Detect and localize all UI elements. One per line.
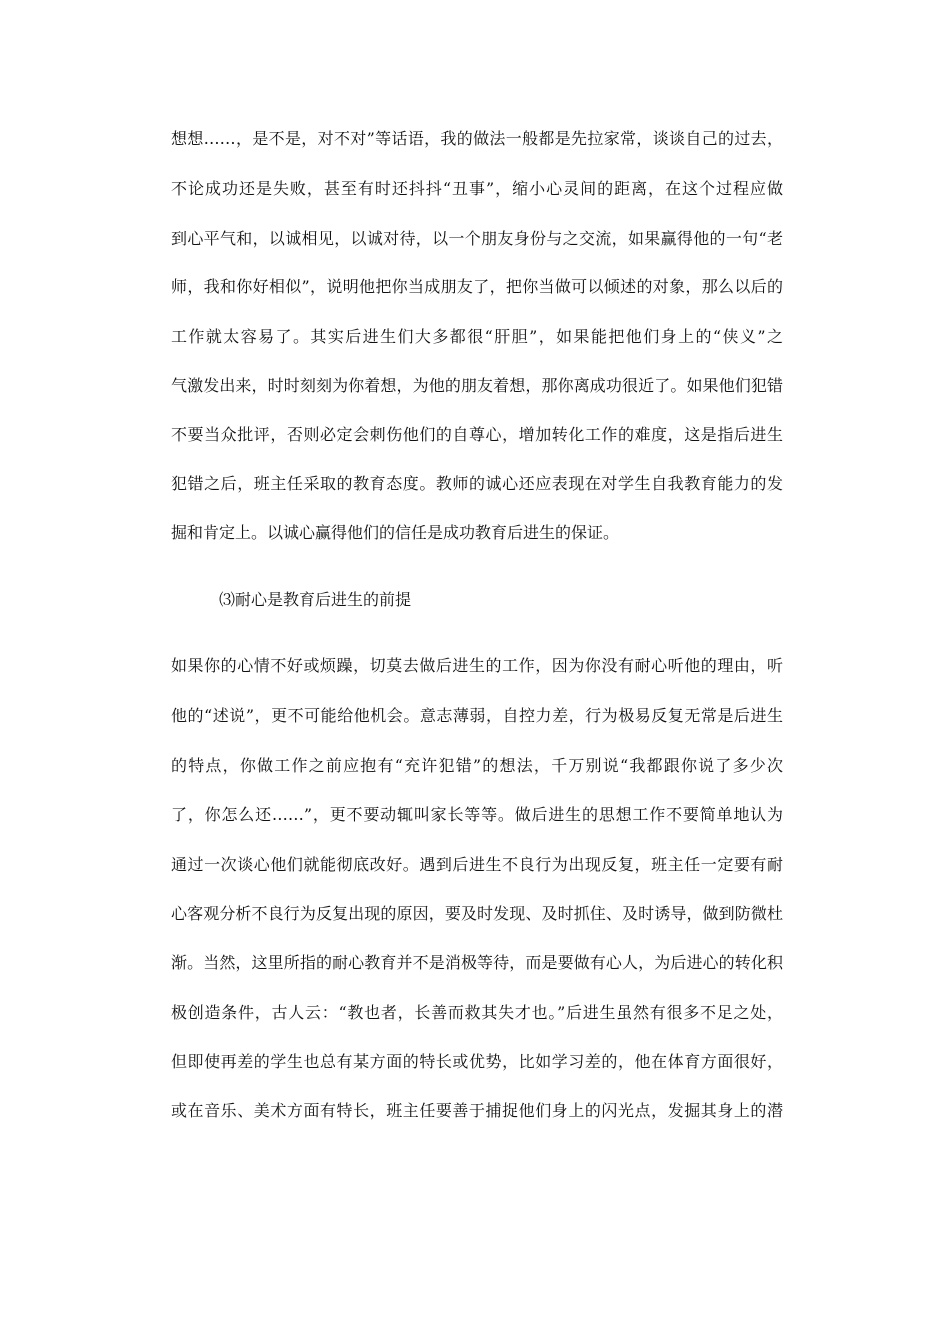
paragraph-1-line-2: 不论成功还是失败，甚至有时还抖抖“丑事”，缩小心灵间的距离，在这个过程应做 — [171, 179, 783, 198]
paragraph-1-line-6: 气激发出来，时时刻刻为你着想，为他的朋友着想，那你离成功很近了。如果他们犯错 — [171, 376, 783, 395]
paragraph-1-line-3: 到心平气和，以诚相见，以诚对待，以一个朋友身份与之交流，如果赢得他的一句“老 — [171, 229, 783, 248]
paragraph-1-line-1: 想想……，是不是，对不对”等话语，我的做法一般都是先拉家常，谈谈自己的过去， — [171, 129, 783, 148]
paragraph-1-line-8: 犯错之后，班主任采取的教育态度。教师的诚心还应表现在对学生自我教育能力的发 — [171, 474, 783, 493]
paragraph-1-line-7: 不要当众批评，否则必定会刺伤他们的自尊心，增加转化工作的难度，这是指后进生 — [171, 425, 783, 444]
paragraph-2-line-4: 了，你怎么还……”，更不要动辄叫家长等等。做后进生的思想工作不要简单地认为 — [171, 805, 783, 824]
paragraph-1-line-5: 工作就太容易了。其实后进生们大多都很“肝胆”，如果能把他们身上的“侠义”之 — [171, 327, 783, 346]
paragraph-2-line-7: 渐。当然，这里所指的耐心教育并不是消极等待，而是要做有心人，为后进心的转化积 — [171, 953, 783, 972]
paragraph-2-line-5: 通过一次谈心他们就能彻底改好。遇到后进生不良行为出现反复，班主任一定要有耐 — [171, 855, 783, 874]
paragraph-2-line-6: 心客观分析不良行为反复出现的原因，要及时发现、及时抓住、及时诱导，做到防微杜 — [171, 904, 783, 923]
paragraph-2-line-3: 的特点，你做工作之前应抱有“充许犯错”的想法，千万别说“我都跟你说了多少次 — [171, 756, 783, 775]
paragraph-2-line-1: 如果你的心情不好或烦躁，切莫去做后进生的工作，因为你没有耐心听他的理由，听 — [171, 656, 783, 675]
paragraph-1-line-4: 师，我和你好相似”，说明他把你当成朋友了，把你当做可以倾述的对象，那么以后的 — [171, 277, 783, 296]
paragraph-1-line-9: 掘和肯定上。以诚心赢得他们的信任是成功教育后进生的保证。 — [171, 523, 620, 542]
paragraph-2-line-10: 或在音乐、美术方面有特长，班主任要善于捕捉他们身上的闪光点，发掘其身上的潜 — [171, 1101, 783, 1120]
paragraph-2-line-2: 他的“述说”，更不可能给他机会。意志薄弱，自控力差，行为极易反复无常是后进生 — [171, 706, 783, 725]
paragraph-2-line-9: 但即使再差的学生也总有某方面的特长或优势，比如学习差的，他在体育方面很好， — [171, 1052, 783, 1071]
section-heading: ⑶耐心是教育后进生的前提 — [219, 590, 412, 609]
paragraph-2-line-8: 极创造条件，古人云：“教也者，长善而救其失才也。”后进生虽然有很多不足之处， — [171, 1003, 783, 1022]
